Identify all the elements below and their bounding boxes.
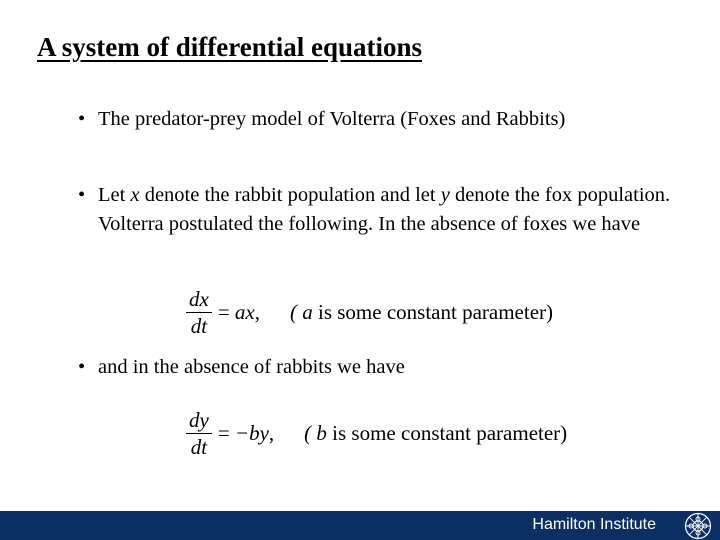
- parameter-text: is some constant parameter): [318, 300, 553, 324]
- equals-sign: =: [217, 421, 230, 445]
- fraction-numerator: dy: [186, 408, 212, 434]
- footer-bar: [0, 511, 720, 540]
- bullet-definitions: [78, 181, 688, 239]
- bullet-dot: •: [78, 108, 86, 130]
- bullet-text: and in the absence of rabbits we have: [98, 356, 405, 378]
- parameter-note: [290, 300, 553, 325]
- bullet-text: The predator-prey model of Volterra (Foxes and Rabbits): [98, 108, 566, 130]
- rhs-expression: ax: [234, 300, 255, 324]
- bullet-absence-rabbits: [78, 353, 688, 382]
- text-part: denote the rabbit population and let: [139, 184, 441, 206]
- equation-rhs: [218, 421, 274, 446]
- equation-rabbits: [186, 287, 553, 338]
- parameter-symbol: a: [302, 300, 313, 324]
- variable-y: y: [440, 184, 450, 206]
- parameter-symbol: b: [316, 421, 327, 445]
- text-part: Let: [98, 184, 131, 206]
- paren-open: (: [304, 421, 312, 445]
- rhs-comma: ,: [268, 421, 275, 445]
- equals-sign: =: [217, 300, 230, 324]
- variable-x: x: [130, 184, 140, 206]
- slide-title: A system of differential equations: [37, 32, 422, 62]
- bullet-dot: •: [78, 184, 86, 206]
- bullet-predator-prey: [78, 105, 688, 134]
- paren-open: (: [290, 300, 297, 324]
- bullet-dot: •: [78, 356, 86, 378]
- footer-institute-name: Hamilton Institute: [532, 516, 656, 533]
- derivative-fraction: [186, 287, 212, 338]
- rhs-comma: ,: [254, 300, 260, 324]
- derivative-fraction: [186, 408, 212, 459]
- parameter-note: [304, 421, 567, 446]
- fraction-numerator: dx: [186, 287, 212, 313]
- rhs-expression: −by: [234, 421, 269, 445]
- bullet-text: [98, 181, 688, 239]
- equation-foxes: [186, 408, 567, 459]
- hamilton-institute-logo-icon: [684, 512, 712, 540]
- fraction-denominator: dt: [190, 314, 208, 338]
- parameter-text: is some constant parameter): [332, 421, 568, 445]
- equation-rhs: [218, 300, 260, 325]
- text-part: denote the fox population. Volterra postulated the following. In the absence of foxes we have: [98, 184, 671, 235]
- fraction-denominator: dt: [190, 435, 208, 459]
